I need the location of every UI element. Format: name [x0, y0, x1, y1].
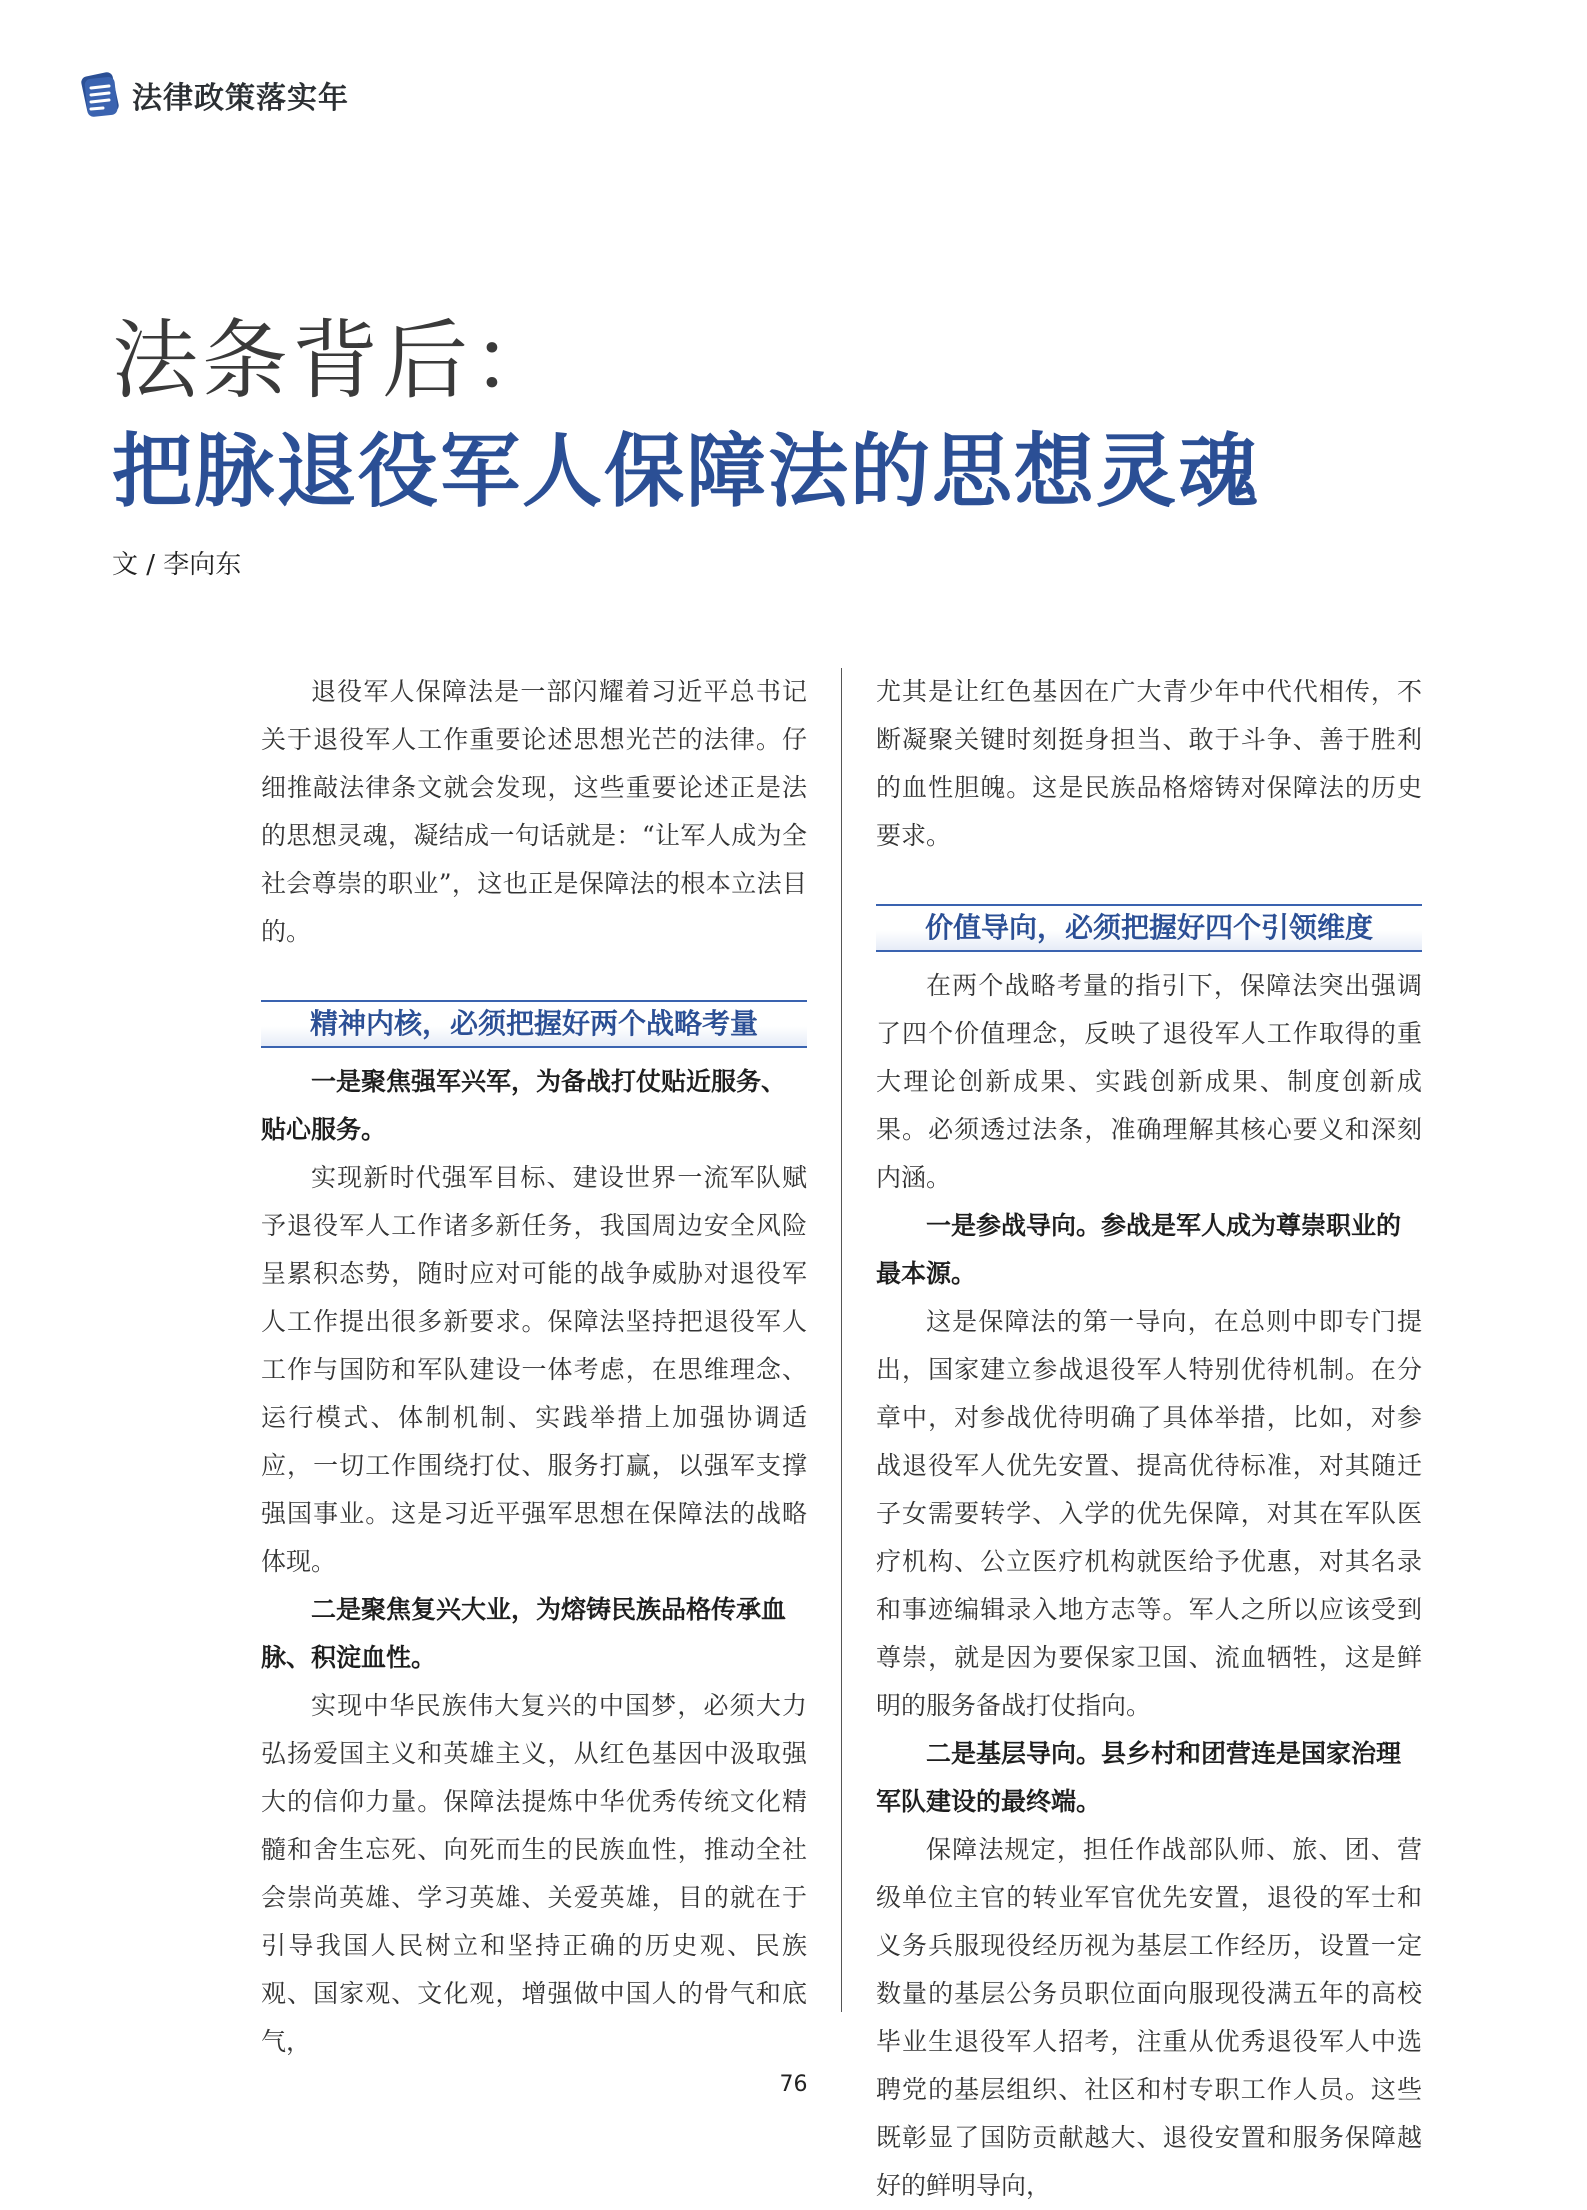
lead-point-1: 一是参战导向。参战是军人成为尊崇职业的最本源。 [876, 1211, 1402, 1288]
section-title: 法律政策落实年 [132, 81, 349, 116]
section-heading-value-guidance: 价值导向，必须把握好四个引领维度 [876, 904, 1422, 952]
body-paragraph: 在两个战略考量的指引下，保障法突出强调了四个价值理念，反映了退役军人工作取得的重大理论创新成果、实践创新成果、制度创新成果。必须透过法条，准确理解其核心要义和深刻内涵。 [876, 971, 1422, 1192]
lead-point-2: 二是基层导向。县乡村和团营连是国家治理军队建设的最终端。 [876, 1739, 1402, 1816]
section-header [78, 70, 349, 120]
author-byline: 文 / 李向东 [112, 550, 242, 580]
left-column [261, 668, 807, 2066]
intro-paragraph: 退役军人保障法是一部闪耀着习近平总书记关于退役军人工作重要论述思想光芒的法律。仔细推敲法律条文就会发现，这些重要论述正是法的思想灵魂，凝结成一句话就是：“让军人成为全社会尊崇的职业”，这也正是保障法的根本立法目的。 [261, 677, 807, 946]
continuation-paragraph: 尤其是让红色基因在广大青少年中代代相传，不断凝聚关键时刻挺身担当、敢于斗争、善于胜利的血性胆魄。这是民族品格熔铸对保障法的历史要求。 [876, 677, 1422, 850]
body-paragraph: 保障法规定，担任作战部队师、旅、团、营级单位主官的转业军官优先安置，退役的军士和义务兵服现役经历视为基层工作经历，设置一定数量的基层公务员职位面向服现役满五年的高校毕业生退役军人招考，注重从优秀退役军人中选聘党的基层组织、社区和村专职工作人员。这些既彰显了国防贡献越大、退役安置和服务保障越好的鲜明导向， [876, 1835, 1422, 2200]
lead-point-2: 二是聚焦复兴大业，为熔铸民族品格传承血脉、积淀血性。 [261, 1595, 787, 1672]
document-stack-icon [78, 70, 122, 120]
body-paragraph: 实现新时代强军目标、建设世界一流军队赋予退役军人工作诸多新任务，我国周边安全风险呈累积态势，随时应对可能的战争威胁对退役军人工作提出很多新要求。保障法坚持把退役军人工作与国防和军队建设一体考虑，在思维理念、运行模式、体制机制、实践举措上加强协调适应，一切工作围绕打仗、服务打赢，以强军支撑强国事业。这是习近平强军思想在保障法的战略体现。 [261, 1163, 807, 1576]
article-title-line-2: 把脉退役军人保障法的思想灵魂 [112, 425, 1260, 518]
column-divider [841, 668, 842, 2012]
body-paragraph: 这是保障法的第一导向，在总则中即专门提出，国家建立参战退役军人特别优待机制。在分章中，对参战优待明确了具体举措，比如，对参战退役军人优先安置、提高优待标准，对其随迁子女需要转学、入学的优先保障，对其在军队医疗机构、公立医疗机构就医给予优惠，对其名录和事迹编辑录入地方志等。军人之所以应该受到尊崇，就是因为要保家卫国、流血牺牲，这是鲜明的服务备战打仗指向。 [876, 1307, 1422, 1720]
section-heading-spirit-core: 精神内核，必须把握好两个战略考量 [261, 1000, 807, 1048]
lead-point-1: 一是聚焦强军兴军，为备战打仗贴近服务、贴心服务。 [261, 1067, 787, 1144]
article-title-line-1: 法条背后： [112, 311, 562, 411]
body-paragraph: 实现中华民族伟大复兴的中国梦，必须大力弘扬爱国主义和英雄主义，从红色基因中汲取强大的信仰力量。保障法提炼中华优秀传统文化精髓和舍生忘死、向死而生的民族血性，推动全社会崇尚英雄、学习英雄、关爱英雄，目的就在于引导我国人民树立和坚持正确的历史观、民族观、国家观、文化观，增强做中国人的骨气和底气， [261, 1691, 807, 2056]
page-number: 76 [779, 2072, 808, 2097]
right-column [876, 668, 1422, 2210]
